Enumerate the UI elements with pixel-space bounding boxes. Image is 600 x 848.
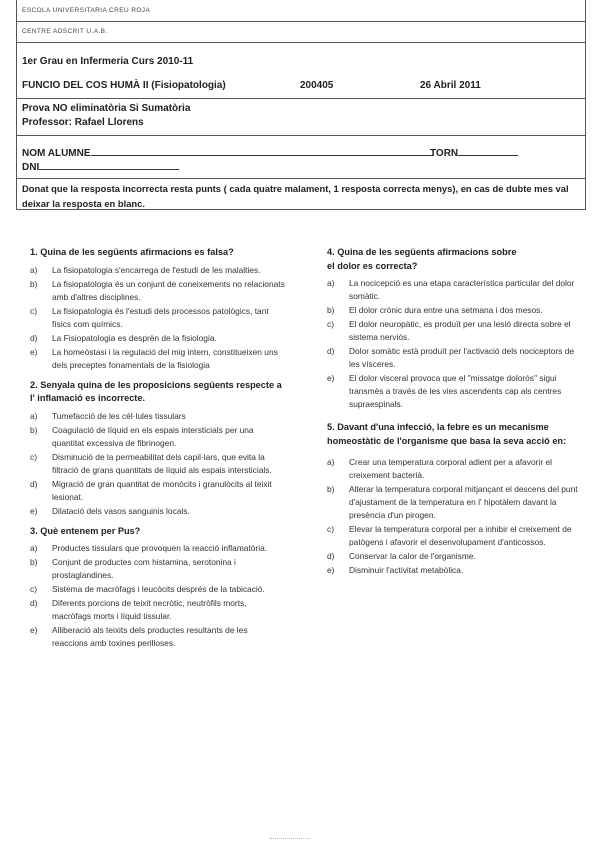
torn-field[interactable] xyxy=(430,146,518,159)
school-name: ESCOLA UNIVERSITARIA CREU ROJA xyxy=(22,7,151,14)
question-title: 5. Davant d'una infecció, la febre es un mecanisme homeostàtic de l'organisme que basa la seva acció en: xyxy=(327,422,567,446)
answer-option[interactable]: a) Tumefacció de les cèl·lules tissulars xyxy=(30,410,186,421)
left-column xyxy=(30,246,285,651)
question-title: 2. Senyala quina de les proposicions següents respecte a l' inflamació es incorrecte. xyxy=(30,379,282,403)
course-title: 1er Grau en Infermeria Curs 2010-11 xyxy=(22,56,194,67)
dni-line xyxy=(39,160,179,170)
divider xyxy=(17,178,585,179)
exam-type: Prova NO eliminatòria Si Sumatòria xyxy=(22,103,191,114)
answer-option[interactable]: d) Conservar la calor de l'organisme. xyxy=(327,551,476,561)
question-title: 4. Quina de les següents afirmacions sobre el dolor es correcta? xyxy=(327,247,517,271)
answer-option[interactable]: c) Sistema de macròfags i leucòcits després de la tabicació. xyxy=(30,584,265,594)
answer-option[interactable]: b) La fisiopatologia és un conjunt de coneixements no relacionats amb d'altres disciplines. xyxy=(30,278,285,302)
question-4 xyxy=(327,246,582,411)
name-label: NOM ALUMNE xyxy=(22,148,91,159)
dni-field[interactable] xyxy=(22,160,179,173)
name-line xyxy=(91,146,433,156)
answer-option[interactable]: b) Coagulació de líquid en els espais intersticials per una quantitat excessiva de fibrinogen. xyxy=(30,424,254,448)
question-5 xyxy=(327,421,582,577)
answer-option[interactable]: a) Crear una temperatura corporal adient per a afavorir el creixement bacterià. xyxy=(327,457,552,480)
professor: Professor: Rafael Llorens xyxy=(22,117,144,128)
divider xyxy=(17,98,585,99)
answer-option[interactable]: b) El dolor crònic dura entre una setmana i dos mesos. xyxy=(327,305,543,315)
answer-option[interactable]: e) Alliberació als teixits dels productes resultants de les reaccions amb toxines perilloses. xyxy=(30,625,248,648)
question-title: 1. Quina de les següents afirmacions es falsa? xyxy=(30,247,234,257)
scan-artifact xyxy=(270,838,310,845)
answer-option[interactable]: c) La fisiopatologia és l'estudi dels processos patològics, tant físics com químics. xyxy=(30,305,269,329)
divider xyxy=(17,42,585,43)
question-3 xyxy=(30,525,285,651)
answer-option[interactable]: e) Dilatació dels vasos sanguinis locals. xyxy=(30,505,190,516)
question-1 xyxy=(30,246,285,372)
subject-title: FUNCIO DEL COS HUMÀ II (Fisiopatologia) xyxy=(22,80,226,91)
answer-option[interactable]: d) Migració de gran quantitat de monòcits i granulòcits al teixit lesionat. xyxy=(30,478,272,502)
answer-option[interactable]: b) Conjunt de productes com histamina, serotonina i prostaglandines. xyxy=(30,557,236,580)
answer-option[interactable]: a) La fisiopatologia s'encarrega de l'estudi de les malalties. xyxy=(30,264,261,275)
answer-option[interactable]: c) Disminució de la permeabilitat dels capil·lars, que evita la filtració de grans quantitats de líquid als espais intersticials. xyxy=(30,451,272,475)
dni-label: DNI xyxy=(22,162,40,173)
student-name-field[interactable] xyxy=(22,146,433,159)
answer-option[interactable]: c) Elevar la temperatura corporal per a inhibir el creixement de patògens i afavorir el desenvolupament d'anticossos. xyxy=(327,524,572,547)
answer-option[interactable]: d) Diferents porcions de teixit necròtic, neutròfils morts, macròfags morts i líquid tissular. xyxy=(30,598,247,621)
answer-option[interactable]: e) Disminuir l'activitat metabòlica. xyxy=(327,565,464,575)
answer-option[interactable]: e) La homeòstasi i la regulació del mig intern, constitueixen uns dels preceptes fonamentals de la fisiologia xyxy=(30,346,278,370)
centre-name: CENTRE ADSCRIT U.A.B. xyxy=(22,28,108,35)
torn-label: TORN xyxy=(430,148,459,159)
subject-code: 200405 xyxy=(300,80,334,91)
answer-option[interactable]: e) El dolor visceral provoca que el "missatge dolorós" sigui transmès a través de les vies ascendents cap als centres supraespinals. xyxy=(327,373,562,409)
torn-line xyxy=(458,146,518,156)
scoring-notice: Donat que la resposta incorrecta resta punts ( cada quatre malament, 1 resposta correcta menys), en cas de dubte mes val deixar la resposta en blanc. xyxy=(22,183,569,209)
question-title: 3. Què entenem per Pus? xyxy=(30,525,141,536)
answer-option[interactable]: d) Dolor somàtic està produït per l'activació dels nociceptors de les vísceres. xyxy=(327,346,575,369)
answer-option[interactable]: b) Alterar la temperatura corporal mitjançant el descens del punt d'ajustament de la temperatura en l' hipotàlem davant la presència d'un pirogen. xyxy=(327,484,578,520)
answer-option[interactable]: c) El dolor neuropàtic, es produït per una lesió directa sobre el sistema nerviós. xyxy=(327,319,571,342)
exam-date: 26 Abril 2011 xyxy=(420,80,481,91)
answer-option[interactable]: a) La nocicepció es una etapa característica particular del dolor somàtic. xyxy=(327,278,575,301)
divider xyxy=(17,135,585,136)
question-2 xyxy=(30,379,285,518)
right-column xyxy=(327,246,582,578)
answer-option[interactable]: d) La Fisiopatologia es desprèn de la fisiologia. xyxy=(30,332,217,343)
divider xyxy=(17,21,585,22)
answer-option[interactable]: a) Productes tissulars que provoquen la reacció inflamatòria. xyxy=(30,543,268,553)
